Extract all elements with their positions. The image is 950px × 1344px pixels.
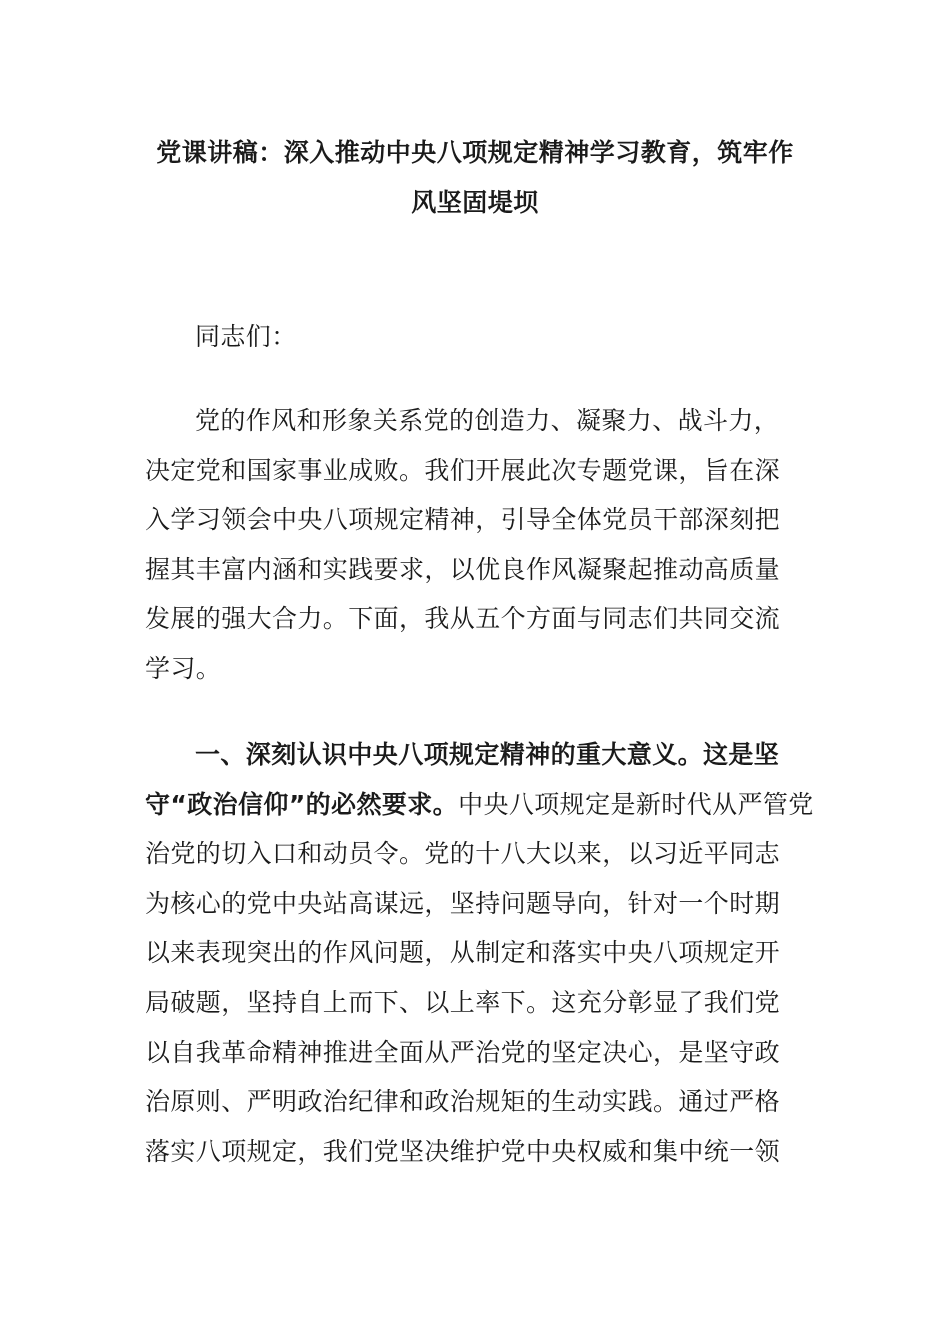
paragraph-section-one (145, 730, 814, 1176)
paragraph-line: 学习。 (145, 653, 222, 683)
paragraph-line: 党的作风和形象关系党的创造力、凝聚力、战斗力， (195, 406, 780, 435)
paragraph-text: 中央八项规定是新时代从严管党 (458, 789, 814, 819)
greeting: 同志们： (195, 322, 297, 351)
paragraph-line: 入学习领会中央八项规定精神，引导全体党员干部深刻把 (145, 505, 781, 535)
paragraph-line: 决定党和国家事业成败。我们开展此次专题党课，旨在深 (145, 455, 781, 485)
paragraph-line: 治党的切入口和动员令。党的十八大以来，以习近平同志 (145, 839, 781, 869)
paragraph-line: 为核心的党中央站高谋远，坚持问题导向，针对一个时期 (145, 888, 781, 918)
paragraph-line: 以来表现突出的作风问题，从制定和落实中央八项规定开 (145, 938, 781, 968)
paragraph-line: 局破题，坚持自上而下、以上率下。这充分彰显了我们党 (145, 987, 781, 1017)
paragraph-line: 治原则、严明政治纪律和政治规矩的生动实践。通过严格 (145, 1087, 781, 1117)
mixed-line (145, 780, 814, 830)
paragraph-intro (145, 396, 805, 694)
paragraph-line: 以自我革命精神推进全面从严治党的坚定决心，是坚守政 (145, 1037, 781, 1067)
section-heading-tail: 守“政治信仰”的必然要求。 (145, 789, 459, 819)
title-line-1: 党课讲稿：深入推动中央八项规定精神学习教育，筑牢作 (156, 138, 794, 167)
section-heading-line: 一、深刻认识中央八项规定精神的重大意义。这是坚 (195, 740, 780, 769)
paragraph-line: 握其丰富内涵和实践要求，以优良作风凝聚起推动高质量 (145, 554, 781, 584)
title-line-2: 风坚固堤坝 (411, 188, 539, 217)
paragraph-line: 发展的强大合力。下面，我从五个方面与同志们共同交流 (145, 604, 781, 634)
document-title (145, 128, 805, 228)
paragraph-line: 落实八项规定，我们党坚决维护党中央权威和集中统一领 (145, 1136, 781, 1166)
